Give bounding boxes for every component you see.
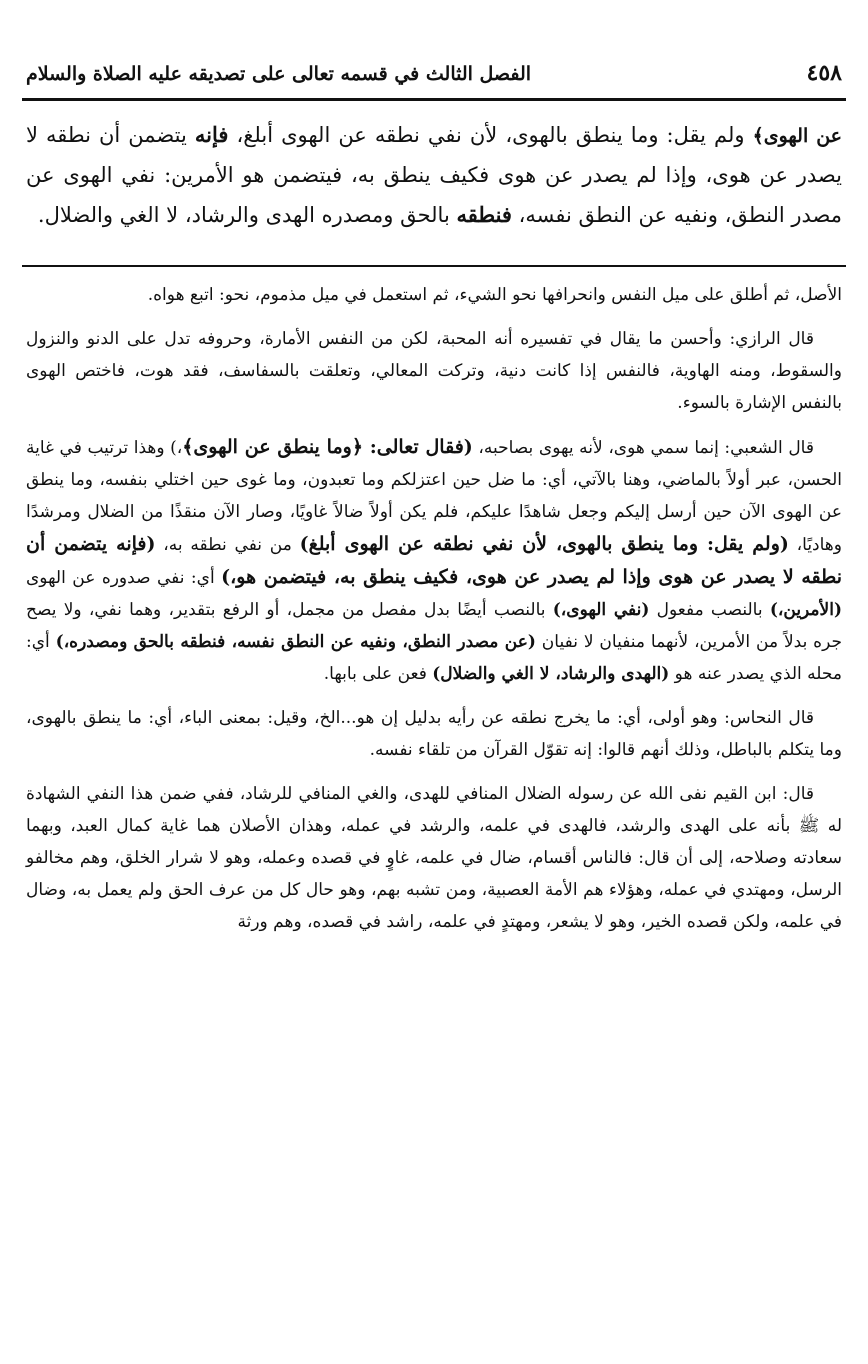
commentary-bold: (نفي الهوى،) [552, 600, 650, 620]
main-text-segment: ولم يقل: وما ينطق بالهوى، لأن نفي نطقه عن الهوى أبلغ، [228, 123, 753, 147]
commentary-paragraph: قال الرازي: وأحسن ما يقال في تفسيره أنه المحبة، لكن من النفس الأمارة، وحروفه تدل على الدنو والنزول والسقوط، ومنه الهاوية، فالنفس إذا كانت دنية، وتركت المعالي، وتعلقت بالسفاسف، فقد هوت، فاختص الهوى بالنفس الإشارة بالسوء. [26, 329, 842, 413]
commentary-text: قال الشعبي: إنما سمي هوى، لأنه يهوى بصاحبه، [472, 438, 814, 458]
commentary-bold: (الأمرين،) [769, 600, 842, 620]
main-text-segment: يتضمن أن نطقه لا يصدر عن هوى، وإذا لم يصدر عن هوى فكيف ينطق به، فيتضمن هو الأمرين: نفي الهوى عن مصدر النطق، ونفيه عن النطق نفسه، [26, 123, 842, 227]
main-bold-phrase: فإنه [194, 122, 229, 147]
page-number: ٤٥٨ [806, 60, 842, 86]
commentary-text: بالنصب أيضًا بدل مفصل من مجمل، أو الرفع بتقدير، وهما نفي، ولا يصح جره بدلاً من الأمرين، لأنهما منفيان لا نفيان [26, 600, 842, 652]
commentary-text: بالنصب مفعول [649, 600, 770, 620]
commentary-paragraph [26, 431, 842, 690]
main-bold-phrase: فنطقه [456, 202, 512, 227]
commentary-text: ،) وهذا ترتيب في غاية الحسن، عبر أولاً بالماضي، وهنا بالآتي، أي: ما ضل حين اعتزلكم وما تعبدون، وما غوى حين اختلي بنفسه، وما ينطق عن الهوى الآن حين أرسل إليكم وجعل شاهدًا عليكم، فلم يكن أولاً ضالاً غاويًا، وصار الآن منقذًا من الضلال ومرشدًا وهاديًا، [26, 438, 842, 555]
commentary-bold: (فإنه يتضمن أن نطقه لا يصدر عن هوى وإذا لم يصدر عن هوى، فكيف ينطق به، فيتضمن هو،) [26, 533, 842, 588]
chapter-title: الفصل الثالث في قسمه تعالى على تصديقه عليه الصلاة والسلام [26, 63, 532, 85]
commentary-bold: (فقال تعالى: ﴿وما ينطق عن الهوى﴾ [182, 436, 473, 458]
main-quote-end: عن الهوى﴾ [752, 125, 843, 147]
commentary-bold: (الهدى والرشاد، لا الغي والضلال) [432, 664, 670, 684]
running-header [22, 60, 846, 101]
commentary-paragraph: الأصل، ثم أطلق على ميل النفس وانحرافها نحو الشيء، ثم استعمل في ميل مذموم، نحو: اتبع هواه. [147, 285, 842, 305]
main-text [26, 115, 842, 235]
commentary-bold: (ولم يقل: وما ينطق بالهوى، لأن نفي نطقه عن الهوى أبلغ) [299, 533, 789, 555]
commentary-text: أي: محله الذي يصدر عنه هو [26, 632, 842, 684]
commentary-text: فعن على بابها. [323, 664, 433, 684]
footnote-separator [22, 265, 846, 267]
commentary-paragraph: قال: ابن القيم نفى الله عن رسوله الضلال المنافي للهدى، والغي المنافي للرشاد، ففي ضمن هذا النفي الشهادة له ﷺ بأنه على الهدى والرشد، فالهدى في علمه، والرشد في عمله، وهذان الأصلان هما غاية كمال العبد، وبهما سعادته وصلاحه، إلى أن قال: فالناس أقسام، ضال في علمه، غاوٍ في قصده وعمله، وهو لا شرار الخلق، وهم مخالفو الرسل، ومهتدي في عمله، وهؤلاء هم الأمة العصبية، ومن تشبه بهم، وهو حال كل من عرف الحق ولم يعمل به، وضال في علمه، ولكن قصده الخير، وهو لا يشعر، ومهتدٍ في علمه، راشد في قصده، وهم ورثة [26, 784, 842, 932]
main-text-segment: بالحق ومصدره الهدى والرشاد، لا الغي والضلال. [37, 203, 457, 227]
commentary-text: من نفي نطقه به، [155, 535, 300, 555]
commentary-text: أي: نفي صدوره عن الهوى [26, 568, 222, 588]
commentary-paragraph: قال النحاس: وهو أولى، أي: ما يخرج نطقه عن رأيه بدليل إن هو...الخ، وقيل: بمعنى الباء، أي: ما ينطق بالهوى، وما يتكلم بالباطل، وذلك أنهم قالوا: إنه تقوّل القرآن من تلقاء نفسه. [26, 708, 842, 760]
commentary [26, 279, 842, 938]
commentary-bold: (عن مصدر النطق، ونفيه عن النطق نفسه، فنطقه بالحق ومصدره،) [55, 632, 536, 652]
